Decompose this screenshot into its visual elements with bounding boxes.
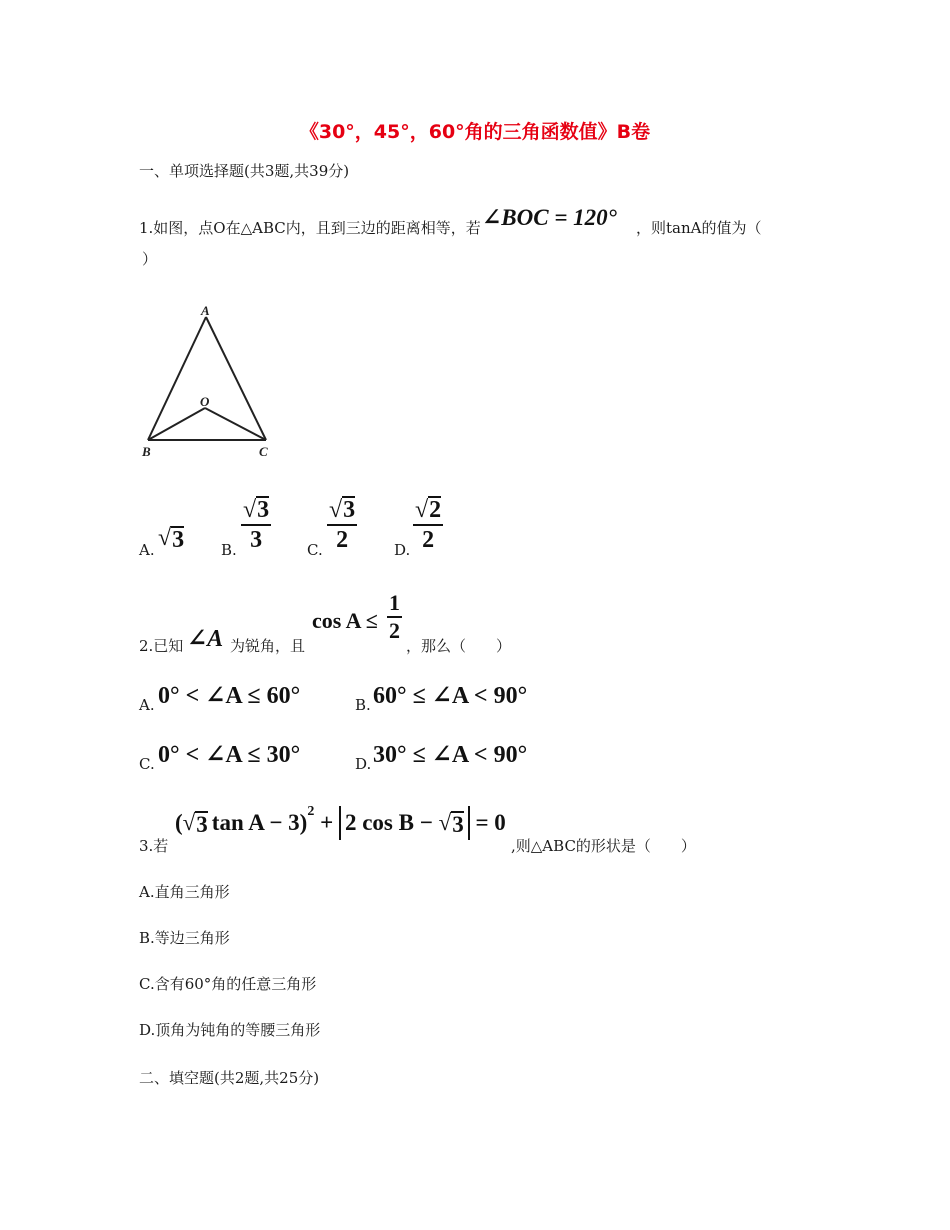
question-2-cos-fraction: $\frac{1}{2}$ xyxy=(389,590,400,643)
vertex-label-c: C xyxy=(259,444,268,459)
q2-option-a-label[interactable]: A. xyxy=(139,696,155,714)
q3-option-d[interactable]: D.顶角为钝角的等腰三角形 xyxy=(139,1021,321,1039)
q3-option-a[interactable]: A.直角三角形 xyxy=(139,883,230,901)
vertex-label-a: A xyxy=(201,303,210,318)
q1-option-c-value[interactable]: √ 3 2 xyxy=(329,497,356,553)
q2-option-c-value[interactable]: 0° < ∠A ≤ 30° xyxy=(158,742,301,768)
q2-option-d-label[interactable]: D. xyxy=(355,755,372,773)
q2-option-b-label[interactable]: B. xyxy=(355,696,371,714)
question-2-text-b: 为锐角，且 xyxy=(230,637,306,655)
q1-option-a-label[interactable]: A. xyxy=(139,541,155,559)
question-3-text-b: ,则△ABC的形状是（ ） xyxy=(511,837,696,855)
q1-option-c-label[interactable]: C. xyxy=(307,541,323,559)
section-heading-1: 一、单项选择题(共3题,共39分) xyxy=(139,162,350,180)
question-1-text-b: ，则tanA的值为（ xyxy=(636,219,762,237)
vertex-label-o: O xyxy=(200,394,210,409)
document-title: 《30°，45°，60°角的三角函数值》B卷 xyxy=(299,121,651,143)
question-2-text-c: ，那么（ ） xyxy=(406,637,512,655)
q2-option-b-value[interactable]: 60° ≤ ∠A < 90° xyxy=(373,683,528,709)
edge-ab xyxy=(148,317,206,440)
q1-option-b-value[interactable]: √ 3 3 xyxy=(243,497,270,553)
question-2-text-a: 2.已知 xyxy=(139,637,184,655)
section-heading-2: 二、填空题(共2题,共25分) xyxy=(139,1069,320,1087)
question-2-cos-text: cos A ≤ xyxy=(312,608,378,633)
question-1-text-c: ） xyxy=(142,250,158,268)
edge-ac xyxy=(206,317,266,440)
question-1-formula: ∠BOC = 120° xyxy=(482,205,617,230)
question-2-angle: ∠A xyxy=(187,626,224,652)
question-3-text-a: 3.若 xyxy=(139,837,169,855)
q2-option-a-value[interactable]: 0° < ∠A ≤ 60° xyxy=(158,683,301,709)
segment-oc xyxy=(205,408,266,440)
vertex-label-b: B xyxy=(142,444,151,459)
q3-option-c[interactable]: C.含有60°角的任意三角形 xyxy=(139,975,317,993)
triangle-figure xyxy=(136,300,286,465)
q1-option-b-label[interactable]: B. xyxy=(221,541,237,559)
question-3-formula: ( √ 3 tan A − 3) $^2$ + 2 cos B − √ 3 = 0 xyxy=(175,806,506,840)
q3-option-b[interactable]: B.等边三角形 xyxy=(139,929,230,947)
q1-option-d-value[interactable]: √ 2 2 xyxy=(415,497,442,553)
question-1-text-a: 1.如图，点O在△ABC内，且到三边的距离相等，若 xyxy=(139,219,481,237)
q2-option-c-label[interactable]: C. xyxy=(139,755,155,773)
q1-option-a-value[interactable]: √ 3 xyxy=(158,525,185,553)
q1-option-d-label[interactable]: D. xyxy=(394,541,411,559)
q2-option-d-value[interactable]: 30° ≤ ∠A < 90° xyxy=(373,742,528,768)
